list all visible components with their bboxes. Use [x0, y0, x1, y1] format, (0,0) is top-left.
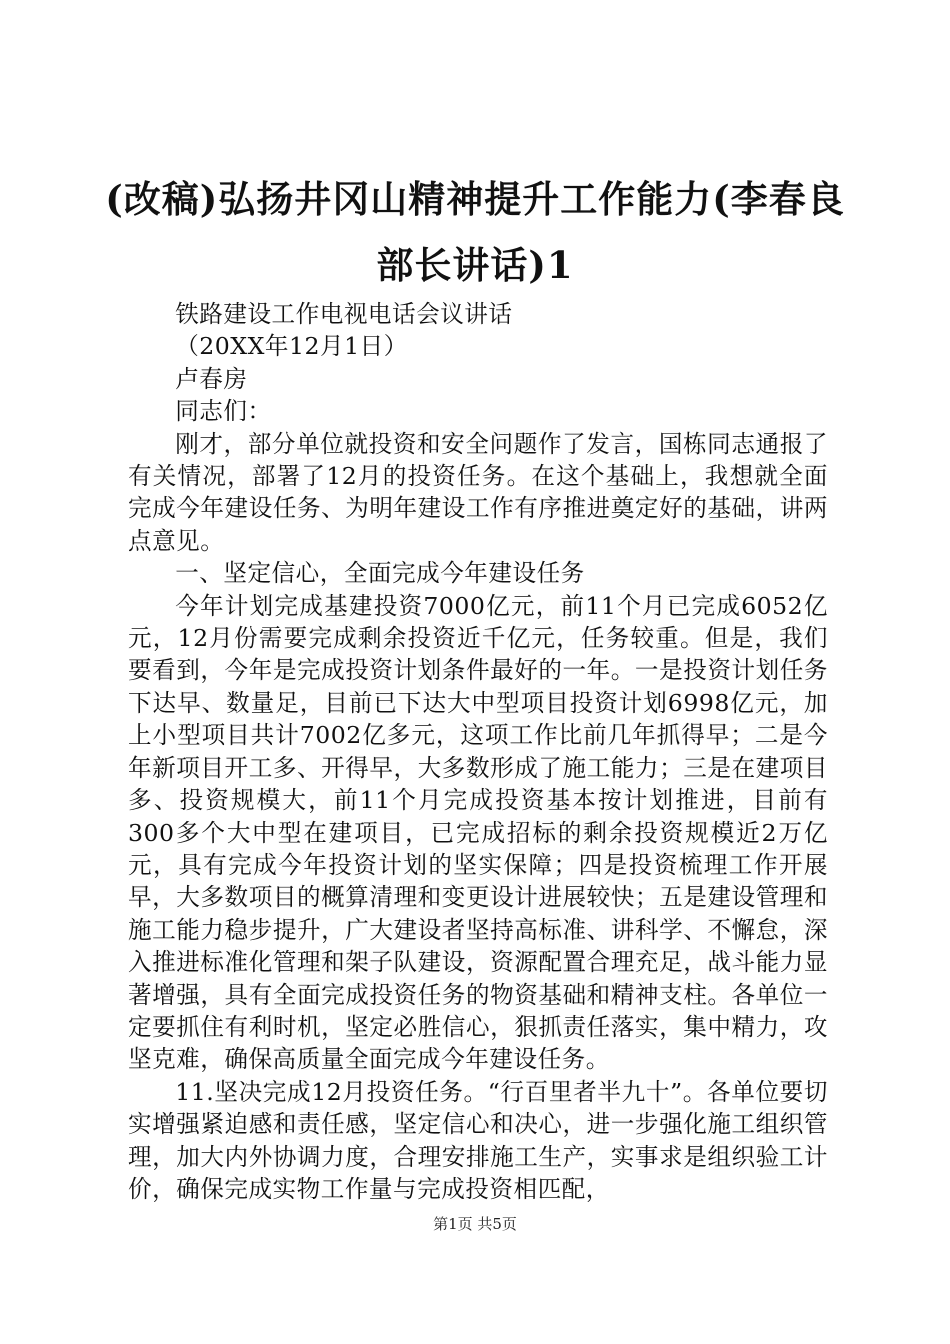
salutation: 同志们：	[175, 397, 272, 426]
body-paragraph: 刚才，部分单位就投资和安全问题作了发言，国栋同志通报了有关情况，部署了12月的投资任务。在这个基础上，我想就全面完成今年建设任务、为明年建设工作有序推进奠定好的基础，讲两点意见。	[128, 429, 828, 555]
section-heading: 一、坚定信心，全面完成今年建设任务	[175, 559, 585, 588]
document-body	[128, 298, 828, 1205]
document-title-line-1: (改稿)弘扬井冈山精神提升工作能力(李春良	[105, 177, 845, 221]
document-title-line-2: 部长讲话)1	[376, 243, 574, 287]
page-footer: 第1页 共5页	[433, 1215, 517, 1233]
body-paragraph: 11.坚决完成12月投资任务。“行百里者半九十”。各单位要切实增强紧迫感和责任感，坚定信心和决心，进一步强化施工组织管理，加大内外协调力度，合理安排施工生产，实事求是组织验工计价，确保完成实物工作量与完成投资相匹配，	[128, 1077, 828, 1203]
body-paragraph: 今年计划完成基建投资7000亿元，前11个月已完成6052亿元，12月份需要完成剩余投资近千亿元，任务较重。但是，我们要看到，今年是完成投资计划条件最好的一年。一是投资计划任务下达早、数量足，目前已下达大中型项目投资计划6998亿元，加上小型项目共计7002亿多元，这项工作比前几年抓得早；二是今年新项目开工多、开得早，大多数形成了施工能力；三是在建项目多、投资规模大，前11个月完成投资基本按计划推进，目前有300多个大中型在建项目，已完成招标的剩余投资规模近2万亿元，具有完成今年投资计划的坚实保障；四是投资梳理工作开展早，大多数项目的概算清理和变更设计进展较快；五是建设管理和施工能力稳步提升，广大建设者坚持高标准、讲科学、不懈怠，深入推进标准化管理和架子队建设，资源配置合理充足，战斗能力显著增强，具有全面完成投资任务的物资基础和精神支柱。各单位一定要抓住有利时机，坚定必胜信心，狠抓责任落实，集中精力，攻坚克难，确保高质量全面完成今年建设任务。	[128, 591, 828, 1074]
speech-occasion: 铁路建设工作电视电话会议讲话	[175, 300, 513, 328]
speaker-name: 卢春房	[175, 364, 248, 393]
speech-date: （20XX年12月1日）	[175, 332, 408, 361]
